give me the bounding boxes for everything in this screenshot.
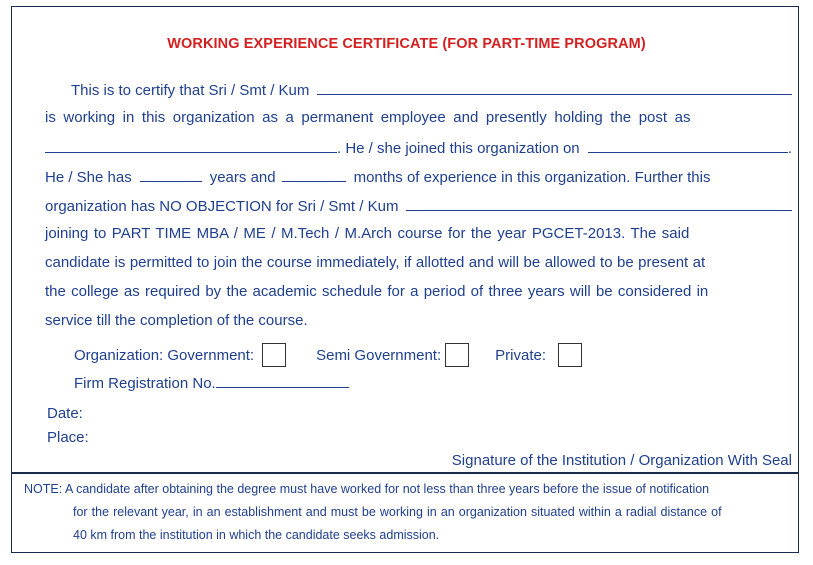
certify-text: This is to certify that Sri / Smt / Kum — [71, 82, 310, 99]
objection-line — [45, 196, 792, 216]
has-text: He / She has — [45, 169, 132, 186]
completion-line — [45, 312, 792, 332]
government-checkbox[interactable] — [262, 343, 286, 367]
months-text: months of experience in this organization. Further this — [353, 169, 711, 186]
post-text: is working in this organization as a permanent employee and presently holding the post as — [45, 109, 691, 126]
date-label: Date: — [47, 405, 83, 422]
joined-line — [45, 138, 792, 158]
completion-text: service till the completion of the course. — [45, 312, 308, 329]
course-line — [45, 225, 792, 245]
semi-government-label: Semi Government: — [316, 346, 442, 364]
note-line-3: 40 km from the institution in which the candidate seeks admission. — [73, 528, 440, 542]
signature-label: Signature of the Institution / Organization With Seal — [451, 452, 792, 469]
firm-registration-line — [74, 373, 374, 393]
name-field[interactable] — [317, 80, 792, 95]
objection-text: organization has NO OBJECTION for Sri / Smt / Kum — [45, 198, 399, 215]
private-checkbox[interactable] — [558, 343, 582, 367]
government-label: Organization: Government: — [74, 346, 255, 364]
date-line — [47, 405, 247, 425]
candidate-name-field[interactable] — [406, 196, 792, 211]
semi-government-checkbox[interactable] — [445, 343, 469, 367]
firm-registration-field[interactable] — [216, 373, 349, 388]
certificate-title: WORKING EXPERIENCE CERTIFICATE (FOR PART-TIME PROGRAM) — [167, 36, 646, 52]
course-text: joining to PART TIME MBA / ME / M.Tech / M.Arch course for the year PGCET-2013. The said — [45, 225, 690, 242]
post-line — [45, 109, 792, 129]
join-date-field[interactable] — [588, 138, 788, 153]
place-line — [47, 429, 247, 449]
private-label: Private: — [495, 346, 546, 364]
months-field[interactable] — [282, 167, 346, 182]
note-line-2: for the relevant year, in an establishment and must be working in an organization situated within a radial distance of — [73, 505, 722, 519]
permission-text: candidate is permitted to join the course immediately, if allotted and will be allowed to be present at — [45, 254, 706, 271]
joined-period: . — [787, 140, 792, 157]
years-text: years and — [209, 169, 276, 186]
place-label: Place: — [47, 429, 89, 446]
note-line-1: NOTE: A candidate after obtaining the degree must have worked for not less than three years before the issue of notification — [24, 482, 710, 496]
firm-registration-label: Firm Registration No. — [74, 375, 216, 392]
post-field[interactable] — [45, 138, 337, 153]
schedule-text: the college as required by the academic schedule for a period of three years will be considered in — [45, 283, 709, 300]
permission-line — [45, 254, 792, 274]
schedule-line — [45, 283, 792, 303]
experience-line — [45, 167, 792, 187]
years-field[interactable] — [140, 167, 202, 182]
joined-text: . He / she joined this organization on — [337, 140, 580, 157]
organization-type-row — [74, 341, 792, 369]
certify-line — [71, 80, 792, 100]
